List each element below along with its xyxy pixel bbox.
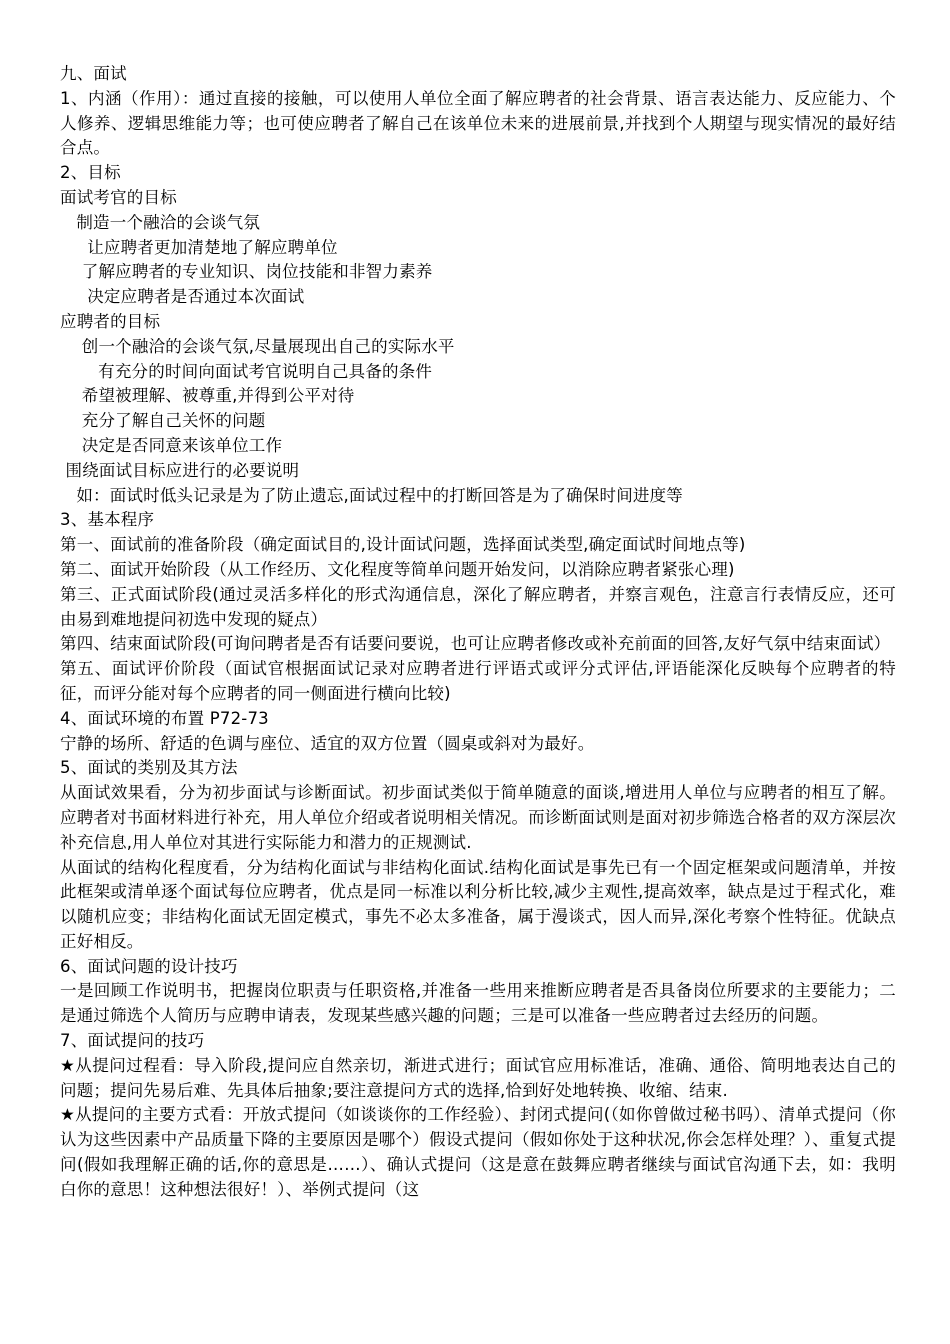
paragraph-categories: 从面试效果看，分为初步面试与诊断面试。初步面试类似于简单随意的面谈,增进用人单位与应聘者的相互了解。应聘者对书面材料进行补充，用人单位介绍或者说明相关情况。而诊断面试则是面对初步筛选合格者的双方深层次补充信息,用人单位对其进行实际能力和潜力的正规测试. (60, 783, 896, 852)
subheading-candidate-goals: 应聘者的目标 (60, 311, 161, 331)
goal-item: 有充分的时间向面试考官说明自己具备的条件 (60, 361, 433, 381)
heading-goals: 2、目标 (60, 163, 121, 183)
heading-environment: 4、面试环境的布置 P72-73 (60, 708, 269, 728)
goal-item: 制造一个融洽的会谈气氛 (60, 212, 261, 232)
subheading-necessary-explanation: 围绕面试目标应进行的必要说明 (60, 460, 300, 480)
paragraph-question-design: 一是回顾工作说明书，把握岗位职责与任职资格,并准备一些用来推断应聘者是否具备岗位所要求的主要能力；二是通过筛选个人简历与应聘申请表，发现某些感兴趣的问题；三是可以准备一些应聘者过去经历的问题。 (60, 981, 896, 1026)
procedure-step: 第三、正式面试阶段(通过灵活多样化的形式沟通信息，深化了解应聘者，并察言观色，注意言行表情反应，还可由易到难地提问初选中发现的疑点） (60, 584, 896, 629)
explanation-example: 如：面试时低头记录是为了防止遗忘,面试过程中的打断回答是为了确保时间进度等 (60, 485, 683, 505)
goal-item: 决定应聘者是否通过本次面试 (60, 287, 305, 307)
heading-basic-procedure: 3、基本程序 (60, 510, 155, 530)
section-heading: 九、面试 (60, 64, 127, 83)
goal-item: 了解应聘者的专业知识、岗位技能和非智力素养 (60, 262, 433, 282)
paragraph-environment: 宁静的场所、舒适的色调与座位、适宜的双方位置（圆桌或斜对为最好。 (60, 733, 595, 753)
paragraph-questioning-skills: ★从提问的主要方式看：开放式提问（如谈谈你的工作经验）、封闭式提问(（如你曾做过秘书吗）、清单式提问（你认为这些因素中产品质量下降的主要原因是哪个）假设式提问（假如你处于这种状况,你会怎样处理？）、重复式提问(假如我理解正确的话,你的意思是……）、确认式提问（这是意在鼓舞应聘者继续与面试官沟通下去，如：我明白你的意思！这种想法很好！）、举例式提问（这 (60, 1105, 896, 1199)
goal-item: 创一个融洽的会谈气氛,尽量展现出自己的实际水平 (60, 336, 455, 356)
procedure-step: 第四、结束面试阶段(可询问聘者是否有话要问要说，也可让应聘者修改或补充前面的回答,友好气氛中结束面试） (60, 634, 891, 654)
heading-questioning-skills: 7、面试提问的技巧 (60, 1031, 205, 1051)
procedure-step: 第五、面试评价阶段（面试官根据面试记录对应聘者进行评语式或评分式评估,评语能深化反映每个应聘者的特征，而评分能对每个应聘者的同一侧面进行横向比较) (60, 659, 896, 703)
paragraph-questioning-skills: ★从提问过程看：导入阶段,提问应自然亲切，渐进式进行；面试官应用标准话，准确、通俗、简明地表达自己的问题；提问先易后难、先具体后抽象;要注意提问方式的选择,恰到好处地转换、收缩、结束. (60, 1055, 896, 1100)
document-body (60, 62, 896, 1203)
heading-categories: 5、面试的类别及其方法 (60, 758, 238, 778)
goal-item: 决定是否同意来该单位工作 (60, 435, 283, 455)
paragraph-connotation: 1、内涵（作用）：通过直接的接触，可以使用人单位全面了解应聘者的社会背景、语言表达能力、反应能力、个人修养、逻辑思维能力等；也可使应聘者了解自己在该单位未来的进展前景,并找到个人期望与现实情况的最好结合点。 (60, 88, 896, 158)
procedure-step: 第一、面试前的准备阶段（确定面试目的,设计面试问题，选择面试类型,确定面试时间地点等) (60, 535, 746, 555)
procedure-step: 第二、面试开始阶段（从工作经历、文化程度等简单问题开始发问，以消除应聘者紧张心理) (60, 559, 735, 579)
heading-question-design: 6、面试问题的设计技巧 (60, 956, 238, 976)
goal-item: 让应聘者更加清楚地了解应聘单位 (60, 237, 338, 257)
goal-item: 希望被理解、被尊重,并得到公平对待 (60, 386, 355, 406)
subheading-interviewer-goals: 面试考官的目标 (60, 187, 177, 207)
paragraph-categories: 从面试的结构化程度看，分为结构化面试与非结构化面试.结构化面试是事先已有一个固定框架或问题清单，并按此框架或清单逐个面试每位应聘者，优点是同一标准以利分析比较,减少主观性,提高效率，缺点是过于程式化，难以随机应变；非结构化面试无固定模式，事先不必太多准备，属于漫谈式，因人而异,深化考察个性特征。优缺点正好相反。 (60, 857, 896, 951)
goal-item: 充分了解自己关怀的问题 (60, 411, 266, 431)
